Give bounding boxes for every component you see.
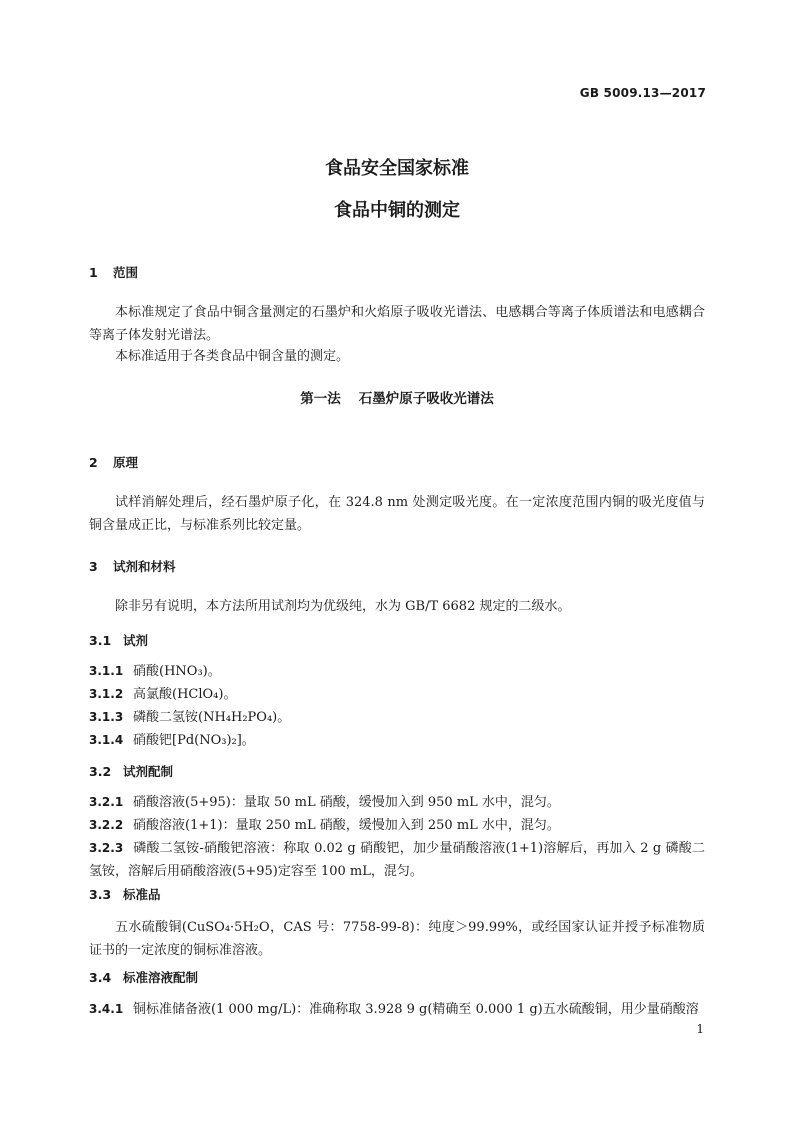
subsection-number: 3.1	[89, 633, 112, 648]
subsection-number: 3.3	[89, 887, 112, 902]
paragraph-principle: 试样消解处理后，经石墨炉原子化，在 324.8 nm 处测定吸光度。在一定浓度范围内铜的吸光度值与铜含量成正比，与标准系列比较定量。	[89, 495, 705, 533]
document-title-line2: 食品中铜的测定	[334, 200, 460, 221]
subsection-title: 标准品	[123, 887, 161, 902]
document-title-line1: 食品安全国家标准	[325, 158, 469, 179]
list-item: 3.2.2 硝酸溶液(1+1)：量取 250 mL 硝酸，缓慢加入到 250 mL 水中，混匀。	[89, 818, 560, 833]
list-item: 3.2.1 硝酸溶液(5+95)：量取 50 mL 硝酸，缓慢加入到 950 mL 水中，混匀。	[89, 795, 560, 810]
section-heading-3	[89, 557, 176, 575]
subsection-heading-3-1	[89, 631, 148, 649]
paragraph-scope-1: 本标准规定了食品中铜含量测定的石墨炉和火焰原子吸收光谱法、电感耦合等离子体质谱法和电感耦合等离子体发射光谱法。	[89, 305, 705, 343]
subsection-heading-3-3	[89, 885, 161, 903]
subsection-heading-3-4	[89, 968, 198, 986]
list-item: 3.1.1 硝酸(HNO₃)。	[89, 664, 221, 679]
list-item: 3.1.2 高氯酸(HClO₄)。	[89, 687, 237, 702]
paragraph-reagents-intro: 除非另有说明，本方法所用试剂均为优级纯，水为 GB/T 6682 规定的二级水。	[115, 599, 571, 614]
subsection-title: 试剂	[123, 633, 149, 648]
section-title: 试剂和材料	[113, 559, 176, 574]
list-item: 3.1.4 硝酸钯[Pd(NO₃)₂]。	[89, 733, 255, 748]
subsection-number: 3.2	[89, 764, 112, 779]
subsection-title: 试剂配制	[123, 764, 174, 779]
list-item: 3.2.3 磷酸二氢铵-硝酸钯溶液：称取 0.02 g 硝酸钯，加少量硝酸溶液(1+1)溶解后，再加入 2 g 磷酸二氢铵，溶解后用硝酸溶液(5+95)定容至 100 mL，混匀。	[89, 841, 705, 879]
section-heading-2	[89, 453, 138, 471]
method-label: 第一法	[300, 391, 341, 407]
paragraph-standard-substance: 五水硫酸铜(CuSO₄·5H₂O，CAS 号：7758-99-8)：纯度＞99.99%，或经国家认证并授予标准物质证书的一定浓度的铜标准溶液。	[89, 920, 705, 958]
method-heading	[0, 387, 794, 407]
section-number: 3	[89, 559, 98, 574]
list-item: 3.1.3 磷酸二氢铵(NH₄H₂PO₄)。	[89, 710, 291, 725]
section-title: 范围	[113, 265, 139, 280]
subsection-heading-3-2	[89, 762, 173, 780]
section-title: 原理	[113, 455, 139, 470]
page-number: 1	[696, 1022, 704, 1036]
section-number: 2	[89, 455, 98, 470]
method-title: 石墨炉原子吸收光谱法	[358, 391, 494, 407]
list-item: 3.4.1 铜标准储备液(1 000 mg/L)：准确称取 3.928 9 g(精确至 0.000 1 g)五水硫酸铜，用少量硝酸溶	[89, 1002, 699, 1017]
section-heading-1	[89, 263, 138, 281]
paragraph-scope-2: 本标准适用于各类食品中铜含量的测定。	[115, 349, 350, 364]
section-number: 1	[89, 265, 98, 280]
standard-code: GB 5009.13—2017	[579, 86, 706, 100]
subsection-number: 3.4	[89, 970, 112, 985]
subsection-title: 标准溶液配制	[123, 970, 199, 985]
